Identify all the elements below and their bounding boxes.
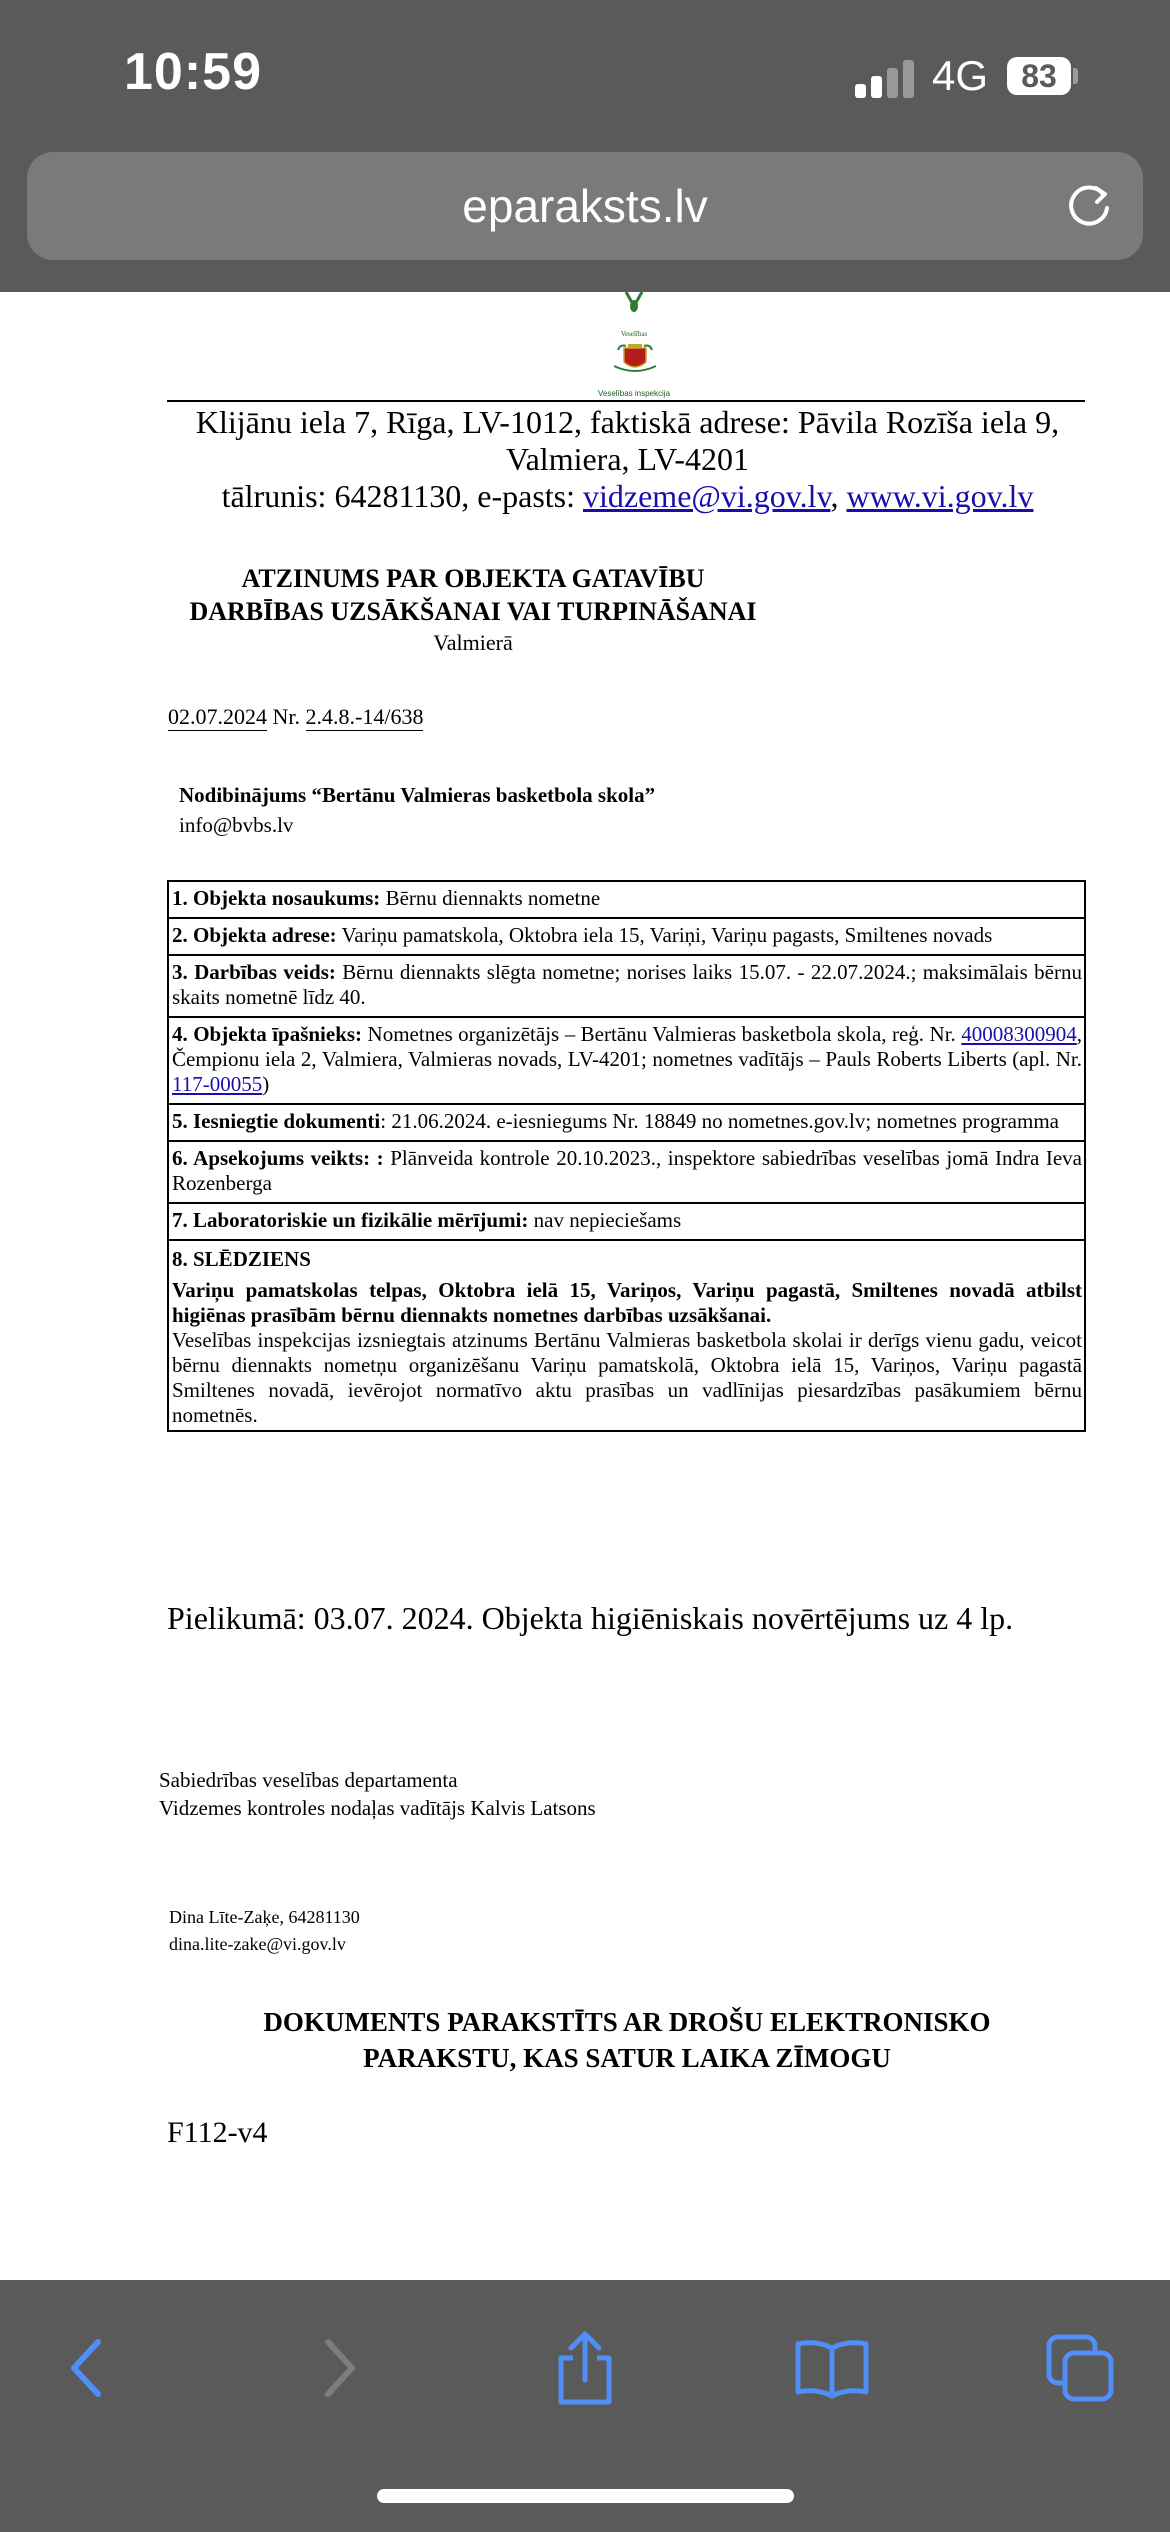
signature-notice-line-1: DOKUMENTS PARAKSTĪTS AR DROŠU ELEKTRONISKO: [263, 2007, 991, 2037]
status-time: 10:59: [124, 43, 262, 101]
addressee: [179, 780, 655, 840]
document-title: [168, 562, 778, 628]
registration-line: [168, 704, 423, 730]
table-row: [168, 1141, 1085, 1203]
document-page: [0, 292, 1170, 2280]
table-cell: 7. Laboratoriskie un fizikālie mērījumi: nav nepieciešams: [168, 1203, 1085, 1240]
signer-name: Vidzemes kontroles nodaļas vadītājs Kalvis Latsons: [159, 1796, 596, 1820]
share-button[interactable]: [545, 2328, 625, 2408]
top-chrome: [0, 0, 1170, 292]
table-row: [168, 918, 1085, 955]
preparer-email: dina.lite-zake@vi.gov.lv: [169, 1934, 346, 1954]
table-cell: 5. Iesniegtie dokumenti: 21.06.2024. e-iesniegums Nr. 18849 no nometnes.gov.lv; nometnes programma: [168, 1104, 1085, 1141]
title-line-2: DARBĪBAS UZSĀKŠANAI VAI TURPINĀŠANAI: [189, 597, 757, 626]
title-line-1: ATZINUMS PAR OBJEKTA GATAVĪBU: [241, 564, 705, 593]
address-bar[interactable]: [27, 152, 1143, 260]
forward-button[interactable]: [300, 2328, 380, 2408]
svg-text:Veselības: Veselības: [620, 330, 648, 338]
battery-icon: 83: [1007, 57, 1071, 95]
registration-number-link[interactable]: 40008300904: [961, 1022, 1077, 1046]
home-indicator[interactable]: [377, 2489, 794, 2503]
chevron-left-icon: [64, 2336, 108, 2400]
table-row: [168, 1017, 1085, 1104]
institution-address: [160, 404, 1095, 515]
issue-date: 02.07.2024: [168, 704, 267, 729]
conclusion-heading: 8. SLĒDZIENS: [172, 1247, 311, 1271]
signature-notice: [168, 2004, 1086, 2076]
table-row: [168, 881, 1085, 918]
addressee-name: Nodibinājums “Bertānu Valmieras basketbola skola”: [179, 783, 656, 807]
addressee-email: info@bvbs.lv: [179, 813, 294, 837]
email-link[interactable]: vidzeme@vi.gov.lv: [583, 478, 831, 514]
number-label: Nr.: [272, 704, 300, 729]
website-link[interactable]: www.vi.gov.lv: [846, 478, 1034, 514]
signer-block: [159, 1766, 596, 1822]
table-row: [168, 1240, 1085, 1431]
battery-tip: [1073, 68, 1078, 84]
network-type: 4G: [932, 52, 989, 99]
table-cell: 1. Objekta nosaukums: Bērnu diennakts nometne: [168, 881, 1085, 918]
tabs-icon: [1045, 2333, 1115, 2403]
signature-notice-line-2: PARAKSTU, KAS SATUR LAIKA ZĪMOGU: [363, 2043, 891, 2073]
table-row: [168, 1104, 1085, 1141]
chevron-right-icon: [318, 2336, 362, 2400]
address-line: Klijānu iela 7, Rīga, LV-1012, faktiskā adrese: Pāvila Rozīša iela 9, Valmiera, LV-4201: [195, 404, 1060, 477]
header-rule: [167, 400, 1085, 402]
attachment-note: Pielikumā: 03.07. 2024. Objekta higiēniskais novērtējums uz 4 lp.: [167, 1600, 1014, 1636]
preparer-contact: [169, 1904, 360, 1958]
logo-caption: Veselības inspekcija: [597, 389, 671, 398]
signal-icon: [855, 58, 915, 98]
book-icon: [794, 2336, 870, 2400]
conclusion-text: Veselības inspekcijas izsniegtais atzinums Bertānu Valmieras basketbola skolai ir derīgs vienu gadu, veicot bērnu diennakts nometņu organizēšanu Variņu pamatskolā, Oktobra ielā 15, Variņos, Variņu pagastā Smiltenes novadā, ievērojot normatīvo aktu prasības un vadlīnijas piesardzības pasākumiem bērnu nometnēs.: [172, 1328, 1082, 1427]
coat-of-arms-logo: [590, 292, 680, 400]
conclusion-bold: Variņu pamatskolas telpas, Oktobra ielā 15, Variņos, Variņu pagastā, Smiltenes novadā atbilst higiēnas prasībām bērnu diennakts nometnes darbības uzsākšanai.: [172, 1278, 1082, 1327]
certificate-number-link[interactable]: 117-00055: [172, 1072, 263, 1096]
contact-line: [160, 478, 1095, 515]
share-icon: [553, 2328, 617, 2408]
issue-place: Valmierā: [433, 630, 513, 655]
bookmarks-button[interactable]: [792, 2328, 872, 2408]
table-row: [168, 955, 1085, 1017]
conclusion-cell: [168, 1240, 1085, 1431]
document-number: 2.4.8.-14/638: [305, 704, 424, 729]
table-row: [168, 1203, 1085, 1240]
separator: ,: [830, 478, 847, 514]
signer-department: Sabiedrības veselības departamenta: [159, 1768, 458, 1792]
table-cell: 2. Objekta adrese: Variņu pamatskola, Oktobra iela 15, Variņi, Variņu pagasts, Smiltenes novads: [168, 918, 1085, 955]
table-cell: 3. Darbības veids: Bērnu diennakts slēgta nometne; norises laiks 15.07. - 22.07.2024.; maksimālais bērnu skaits nometnē līdz 40.: [168, 955, 1085, 1017]
details-table: [167, 880, 1086, 1432]
preparer-name: Dina Līte-Zaķe, 64281130: [169, 1907, 360, 1927]
table-cell: 6. Apsekojums veikts: : Plānveida kontrole 20.10.2023., inspektore sabiedrības veselības jomā Indra Ieva Rozenberga: [168, 1141, 1085, 1203]
back-button[interactable]: [46, 2328, 126, 2408]
tabs-button[interactable]: [1040, 2328, 1120, 2408]
form-code: F112-v4: [167, 2116, 268, 2149]
table-cell: 4. Objekta īpašnieks: Nometnes organizētājs – Bertānu Valmieras basketbola skola, reģ. Nr. 40008300904, Čempionu iela 2, Valmiera, Valmieras novads, LV-4201; nometnes vadītājs – Pauls Roberts Liberts (apl. Nr. 117-00055): [168, 1017, 1085, 1104]
url-text[interactable]: eparaksts.lv: [462, 180, 708, 232]
reload-icon[interactable]: [1063, 180, 1115, 232]
phone-email-label: tālrunis: 64281130, e-pasts:: [221, 478, 583, 514]
